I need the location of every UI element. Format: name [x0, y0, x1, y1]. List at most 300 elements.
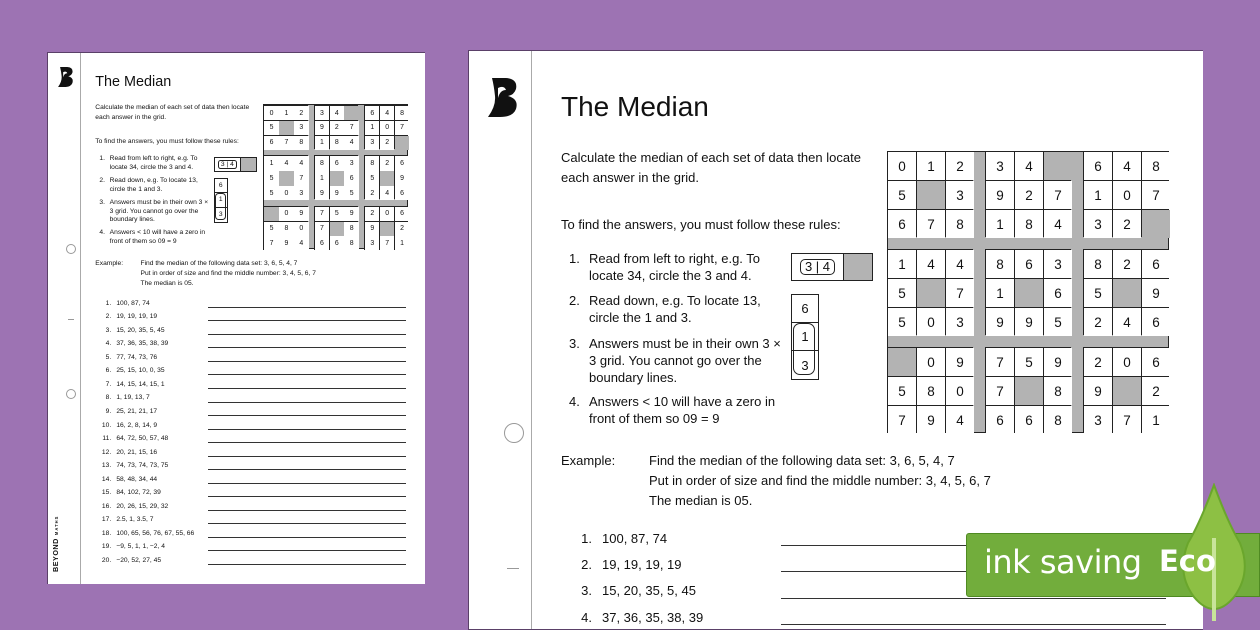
punch-hole-icon	[504, 423, 524, 443]
grid-cell[interactable]: 0	[1113, 348, 1141, 376]
grid-cell[interactable]: 5	[330, 207, 344, 221]
question-number: 16.	[101, 502, 112, 510]
grid-cell[interactable]: 8	[1044, 377, 1072, 405]
question-data: 100, 87, 74	[602, 530, 668, 546]
grid-cell[interactable]: 6	[344, 171, 358, 185]
shaded-cell[interactable]	[395, 136, 409, 150]
question-number: 8.	[105, 394, 112, 402]
question-item	[99, 418, 407, 432]
grid-cell[interactable]: 0	[946, 377, 974, 405]
answer-line[interactable]	[208, 469, 406, 470]
rule-number: 2.	[569, 293, 580, 308]
grid-block	[985, 249, 1071, 335]
margin-line	[531, 51, 532, 629]
grid-cell[interactable]: 4	[279, 156, 293, 170]
grid-cell[interactable]: 6	[330, 156, 344, 170]
digit: 4	[822, 259, 831, 274]
answer-line[interactable]	[781, 624, 1166, 625]
grid-cell[interactable]: 6	[395, 186, 409, 200]
beyond-logo-icon	[57, 66, 74, 88]
grid-cell[interactable]: 7	[395, 121, 409, 135]
example-label: Example:	[561, 453, 616, 468]
question-number: 19.	[101, 543, 112, 551]
rule-text: Read down, e.g. To locate 13, circle the 1 and 3.	[109, 176, 198, 193]
grid-cell[interactable]: 7	[986, 377, 1014, 405]
question-number: 6.	[105, 367, 112, 375]
question-item	[99, 324, 407, 338]
grid-cell[interactable]: 2	[395, 222, 409, 236]
grid-cell[interactable]: 2	[1015, 181, 1043, 209]
question-data: 20, 26, 15, 29, 32	[116, 502, 169, 510]
grid-cell[interactable]: 8	[1044, 406, 1072, 434]
answer-line[interactable]	[208, 496, 406, 497]
grid-cell[interactable]: 0	[380, 121, 394, 135]
question-number: 13.	[101, 462, 112, 470]
grid-cell[interactable]: 4	[380, 186, 394, 200]
answer-line[interactable]	[781, 598, 1166, 599]
grid-cell[interactable]: 0	[264, 106, 278, 120]
grid-cell[interactable]: 2	[330, 121, 344, 135]
grid-cell[interactable]: 9	[917, 406, 945, 434]
grid-cell[interactable]: 0	[380, 207, 394, 221]
rule-text: Read down, e.g. To locate 13, circle the 1 and 3.	[589, 293, 761, 325]
grid-cell[interactable]: 5	[888, 377, 916, 405]
answer-line[interactable]	[208, 510, 406, 511]
grid-cell[interactable]: 7	[264, 236, 278, 250]
worksheet-thumbnail	[47, 52, 425, 584]
grid-cell[interactable]: 0	[279, 207, 293, 221]
question-data: 19, 19, 19, 19	[602, 556, 682, 572]
fold-mark	[507, 568, 519, 569]
answer-line[interactable]	[208, 550, 406, 551]
grid-cell[interactable]: 8	[986, 250, 1014, 278]
question-data: 84, 102, 72, 39	[116, 489, 161, 497]
grid-cell[interactable]: 3	[1084, 406, 1112, 434]
grid-cell[interactable]: 5	[888, 181, 916, 209]
grid-cell[interactable]: 3	[946, 181, 974, 209]
shaded-cell[interactable]	[1113, 279, 1141, 307]
grid-cell[interactable]: 7	[917, 210, 945, 238]
rule-text: Answers must be in their own 3 × 3 grid. You cannot go over the boundary lines.	[589, 336, 781, 385]
shaded-cell[interactable]	[264, 207, 278, 221]
grid-cell[interactable]: 3	[294, 121, 308, 135]
grid-cell[interactable]: 8	[365, 156, 379, 170]
grid-cell[interactable]: 5	[1015, 348, 1043, 376]
grid-cell[interactable]: 9	[986, 181, 1014, 209]
grid-cell[interactable]: 9	[315, 186, 329, 200]
grid-cell[interactable]: 6	[1142, 308, 1170, 336]
grid-cell[interactable]: 5	[264, 186, 278, 200]
grid-cell[interactable]: 8	[1015, 210, 1043, 238]
grid-cell[interactable]: 2	[1142, 377, 1170, 405]
question-data: 100, 65, 56, 76, 67, 55, 66	[116, 529, 195, 537]
grid-cell[interactable]: 9	[1084, 377, 1112, 405]
digit: 3	[218, 211, 223, 219]
rule-item	[569, 335, 787, 386]
grid-cell[interactable]: 6	[1015, 406, 1043, 434]
grid-cell[interactable]: 8	[330, 136, 344, 150]
grid-cell[interactable]: 6	[1142, 348, 1170, 376]
rule-text: Answers < 10 will have a zero in front of them so 09 = 9	[109, 228, 206, 245]
question-number: 7.	[105, 380, 112, 388]
grid-cell[interactable]: 2	[365, 186, 379, 200]
question-number: 4.	[581, 609, 592, 625]
shaded-cell[interactable]	[917, 279, 945, 307]
grid-cell[interactable]: 9	[365, 222, 379, 236]
digit: 6	[792, 295, 818, 323]
question-data: 37, 36, 35, 38, 39	[602, 609, 704, 625]
grid-cell[interactable]: 7	[344, 121, 358, 135]
grid-cell[interactable]: 4	[946, 250, 974, 278]
rule-number: 1.	[99, 155, 105, 163]
grid-block	[887, 151, 973, 237]
question-data: 25, 15, 10, 0, 35	[116, 367, 165, 375]
shaded-cell	[241, 158, 255, 171]
rule-item	[99, 229, 211, 246]
shaded-cell[interactable]	[888, 348, 916, 376]
grid-cell[interactable]: 1	[888, 250, 916, 278]
grid-cell[interactable]: 3	[294, 186, 308, 200]
grid-block	[263, 155, 307, 199]
grid-cell[interactable]: 6	[986, 406, 1014, 434]
grid-cell[interactable]: 7	[380, 236, 394, 250]
grid-cell[interactable]: 0	[917, 348, 945, 376]
answer-line[interactable]	[208, 334, 406, 335]
grid-cell[interactable]: 9	[946, 348, 974, 376]
grid-cell[interactable]: 7	[315, 207, 329, 221]
grid-cell[interactable]: 4	[294, 236, 308, 250]
rule-item	[99, 177, 211, 194]
grid-cell[interactable]: 5	[888, 308, 916, 336]
answer-line[interactable]	[208, 361, 406, 362]
grid-cell[interactable]: 9	[294, 207, 308, 221]
shaded-cell[interactable]	[1113, 377, 1141, 405]
grid-cell[interactable]: 5	[344, 186, 358, 200]
shaded-cell[interactable]	[279, 121, 293, 135]
grid-cell[interactable]: 8	[1084, 250, 1112, 278]
grid-cell[interactable]: 5	[365, 171, 379, 185]
question-item	[99, 445, 407, 459]
grid-cell[interactable]: 7	[279, 136, 293, 150]
grid-cell[interactable]: 0	[888, 152, 916, 180]
question-data: −9, 5, 1, 1, −2, 4	[116, 543, 165, 551]
grid-cell[interactable]: 0	[917, 308, 945, 336]
grid-cell[interactable]: 9	[986, 308, 1014, 336]
question-data: 2.5, 1, 3.5, 7	[116, 516, 154, 524]
grid-cell[interactable]: 7	[294, 171, 308, 185]
answer-line[interactable]	[208, 523, 406, 524]
question-number: 1.	[581, 530, 592, 546]
question-data: 14, 15, 14, 15, 1	[116, 380, 165, 388]
answer-line[interactable]	[208, 388, 406, 389]
answer-line[interactable]	[208, 537, 406, 538]
grid-cell[interactable]: 8	[917, 377, 945, 405]
grid-cell[interactable]: 7	[1044, 181, 1072, 209]
grid-block	[1083, 347, 1169, 433]
grid-cell[interactable]: 6	[888, 210, 916, 238]
grid-cell[interactable]: 0	[1113, 181, 1141, 209]
grid-block	[314, 105, 358, 149]
grid-cell[interactable]: 8	[946, 210, 974, 238]
grid-cell[interactable]: 0	[279, 186, 293, 200]
shaded-cell[interactable]	[917, 181, 945, 209]
grid-cell[interactable]: 7	[315, 222, 329, 236]
grid-cell[interactable]: 6	[365, 106, 379, 120]
question-item	[99, 486, 407, 500]
question-number: 17.	[101, 516, 112, 524]
question-number: 11.	[102, 435, 112, 443]
grid-cell[interactable]: 4	[1113, 308, 1141, 336]
grid-cell[interactable]: 4	[1015, 152, 1043, 180]
rule-number: 3.	[99, 198, 105, 206]
grid-block	[263, 105, 307, 149]
grid-cell[interactable]: 5	[264, 121, 278, 135]
question-item	[99, 351, 407, 365]
grid-cell[interactable]: 6	[1044, 279, 1072, 307]
rule-text: Answers must be in their own 3 × 3 grid. You cannot go over the boundary lines.	[109, 198, 209, 224]
grid-cell[interactable]: 2	[1084, 348, 1112, 376]
question-data: 77, 74, 73, 76	[116, 353, 158, 361]
grid-cell[interactable]: 8	[294, 136, 308, 150]
answer-line[interactable]	[208, 415, 406, 416]
question-data: 58, 48, 34, 44	[116, 475, 158, 483]
grid-block	[1083, 151, 1169, 237]
question-data: 15, 20, 35, 5, 45	[602, 583, 696, 599]
grid-cell[interactable]: 7	[946, 279, 974, 307]
row-example	[214, 157, 257, 172]
rule-item	[569, 250, 787, 284]
shaded-cell[interactable]	[330, 171, 344, 185]
grid-cell[interactable]: 8	[344, 222, 358, 236]
answer-grid	[263, 104, 408, 249]
grid-block	[985, 347, 1071, 433]
rule-number: 4.	[99, 228, 105, 236]
shaded-cell[interactable]	[344, 106, 358, 120]
rule-number: 3.	[569, 336, 580, 351]
grid-cell[interactable]: 2	[294, 106, 308, 120]
worked-example	[95, 259, 316, 290]
answer-line[interactable]	[208, 429, 406, 430]
grid-cell[interactable]: 3	[365, 136, 379, 150]
example-line: Put in order of size and find the middle number: 3, 4, 5, 6, 7	[649, 473, 991, 488]
digit: 3	[801, 357, 809, 373]
shaded-cell	[844, 254, 872, 280]
grid-cell[interactable]: 6	[395, 156, 409, 170]
grid-cell[interactable]: 6	[1084, 152, 1112, 180]
grid-cell[interactable]: 1	[315, 171, 329, 185]
example-line: The median is 05.	[649, 493, 753, 508]
rules-heading: To find the answers, you must follow these rules:	[95, 137, 239, 145]
grid-cell[interactable]: 6	[1142, 250, 1170, 278]
question-data: 25, 21, 21, 17	[116, 408, 158, 415]
grid-cell[interactable]: 5	[888, 279, 916, 307]
digit: 4	[230, 160, 234, 168]
grid-cell[interactable]: 3	[365, 236, 379, 250]
question-item	[569, 604, 1169, 630]
shaded-cell[interactable]	[1044, 152, 1072, 180]
rule-number: 4.	[569, 394, 580, 409]
example-line: Find the median of the following data set: 3, 6, 5, 4, 7	[140, 259, 298, 267]
grid-cell[interactable]: 8	[315, 156, 329, 170]
grid-cell[interactable]: 1	[986, 279, 1014, 307]
grid-cell[interactable]: 1	[395, 236, 409, 250]
question-list	[99, 297, 407, 567]
question-item	[99, 553, 407, 567]
answer-line[interactable]	[208, 374, 406, 375]
answer-line[interactable]	[208, 442, 406, 443]
question-number: 12.	[101, 448, 112, 456]
grid-cell[interactable]: 5	[1084, 279, 1112, 307]
grid-cell[interactable]: 4	[380, 106, 394, 120]
grid-cell[interactable]: 4	[1113, 152, 1141, 180]
grid-cell[interactable]: 6	[264, 136, 278, 150]
grid-cell[interactable]: 8	[344, 236, 358, 250]
page-title: The Median	[561, 91, 709, 122]
grid-cell[interactable]: 8	[279, 222, 293, 236]
grid-cell[interactable]: 4	[344, 136, 358, 150]
answer-line[interactable]	[208, 564, 406, 565]
answer-line[interactable]	[208, 320, 406, 321]
eco-label: Eco	[1159, 544, 1216, 578]
question-number: 14.	[101, 475, 112, 483]
shaded-cell[interactable]	[380, 222, 394, 236]
page-title: The Median	[95, 73, 172, 90]
grid-cell[interactable]: 7	[1113, 406, 1141, 434]
question-item	[99, 513, 407, 527]
grid-cell[interactable]: 1	[1142, 406, 1170, 434]
grid-cell[interactable]: 9	[330, 186, 344, 200]
question-data: 19, 19, 19, 19	[116, 313, 158, 321]
brand-name: BEYOND	[51, 538, 61, 573]
question-number: 1.	[105, 299, 112, 307]
grid-cell[interactable]: 7	[888, 406, 916, 434]
question-data: 64, 72, 50, 57, 48	[116, 435, 169, 443]
question-data: 15, 20, 35, 5, 45	[116, 326, 165, 334]
grid-cell[interactable]: 1	[1084, 181, 1112, 209]
grid-cell[interactable]: 4	[294, 156, 308, 170]
question-item	[99, 391, 407, 405]
answer-line[interactable]	[208, 402, 406, 403]
grid-cell[interactable]: 1	[264, 156, 278, 170]
answer-grid	[887, 151, 1169, 433]
grid-cell[interactable]: 6	[395, 207, 409, 221]
question-item	[99, 364, 407, 378]
grid-cell[interactable]: 9	[1044, 348, 1072, 376]
shaded-cell[interactable]	[1142, 210, 1170, 238]
grid-cell[interactable]: 9	[395, 171, 409, 185]
digit: 3	[804, 259, 813, 274]
shaded-cell[interactable]	[1015, 279, 1043, 307]
grid-cell[interactable]: 0	[294, 222, 308, 236]
question-item	[99, 337, 407, 351]
question-item	[99, 297, 407, 311]
rule-item	[569, 292, 787, 326]
grid-cell[interactable]: 4	[330, 106, 344, 120]
answer-line[interactable]	[208, 307, 406, 308]
grid-cell[interactable]: 6	[1015, 250, 1043, 278]
answer-line[interactable]	[208, 347, 406, 348]
ink-saving-label: ink saving	[984, 543, 1142, 581]
question-data: 74, 73, 74, 73, 75	[116, 462, 169, 470]
grid-cell[interactable]: 5	[264, 171, 278, 185]
answer-line[interactable]	[208, 483, 406, 484]
question-data: 1, 19, 13, 7	[116, 394, 150, 402]
grid-block	[887, 249, 973, 335]
example-line: Find the median of the following data set: 3, 6, 5, 4, 7	[649, 453, 955, 468]
rule-item	[99, 155, 211, 172]
margin-line	[80, 53, 81, 584]
instructions: Calculate the median of each set of data then locate each answer in the grid.	[95, 103, 250, 122]
grid-cell[interactable]: 9	[315, 121, 329, 135]
grid-cell[interactable]: 2	[1113, 250, 1141, 278]
example-line: The median is 05.	[140, 280, 194, 288]
grid-cell[interactable]: 5	[264, 222, 278, 236]
grid-cell[interactable]: 9	[1142, 279, 1170, 307]
worked-example	[561, 451, 991, 511]
example-line: Put in order of size and find the middle number: 3, 4, 5, 6, 7	[140, 269, 316, 277]
grid-cell[interactable]: 4	[917, 250, 945, 278]
grid-cell[interactable]: 1	[279, 106, 293, 120]
grid-cell[interactable]: 9	[279, 236, 293, 250]
circled-digits: 3 | 4	[792, 254, 844, 280]
grid-cell[interactable]: 3	[315, 106, 329, 120]
grid-cell[interactable]: 9	[1015, 308, 1043, 336]
grid-cell[interactable]: 1	[365, 121, 379, 135]
grid-cell[interactable]: 3	[344, 156, 358, 170]
digit: 1	[215, 193, 227, 207]
grid-cell[interactable]: 8	[1142, 152, 1170, 180]
grid-cell[interactable]: 3	[1084, 210, 1112, 238]
grid-cell[interactable]: 8	[395, 106, 409, 120]
grid-cell[interactable]: 4	[1044, 210, 1072, 238]
grid-cell[interactable]: 2	[380, 136, 394, 150]
grid-cell[interactable]: 2	[1084, 308, 1112, 336]
question-number: 2.	[581, 556, 592, 572]
question-number: 10.	[101, 421, 112, 429]
grid-cell[interactable]: 3	[986, 152, 1014, 180]
rules-heading: To find the answers, you must follow these rules:	[561, 217, 841, 232]
grid-cell[interactable]: 3	[946, 308, 974, 336]
grid-cell[interactable]: 2	[365, 207, 379, 221]
answer-line[interactable]	[208, 456, 406, 457]
question-data: −20, 52, 27, 45	[116, 556, 162, 564]
grid-block	[1083, 249, 1169, 335]
question-number: 18.	[101, 529, 112, 537]
grid-cell[interactable]: 1	[986, 210, 1014, 238]
grid-cell[interactable]: 7	[1142, 181, 1170, 209]
grid-cell[interactable]: 2	[946, 152, 974, 180]
grid-cell[interactable]: 5	[1044, 308, 1072, 336]
grid-cell[interactable]: 1	[917, 152, 945, 180]
shaded-cell[interactable]	[1015, 377, 1043, 405]
grid-cell[interactable]: 4	[946, 406, 974, 434]
grid-cell[interactable]: 2	[380, 156, 394, 170]
beyond-logo-icon	[486, 76, 520, 118]
shaded-cell[interactable]	[279, 171, 293, 185]
grid-block	[985, 151, 1071, 237]
grid-cell[interactable]: 3	[1044, 250, 1072, 278]
grid-cell[interactable]: 1	[315, 136, 329, 150]
grid-cell[interactable]: 7	[986, 348, 1014, 376]
shaded-cell[interactable]	[380, 171, 394, 185]
grid-cell[interactable]: 6	[330, 236, 344, 250]
grid-cell[interactable]: 6	[315, 236, 329, 250]
shaded-cell[interactable]	[330, 222, 344, 236]
grid-cell[interactable]: 9	[344, 207, 358, 221]
question-item	[99, 310, 407, 324]
grid-block	[364, 206, 408, 250]
grid-cell[interactable]: 2	[1113, 210, 1141, 238]
